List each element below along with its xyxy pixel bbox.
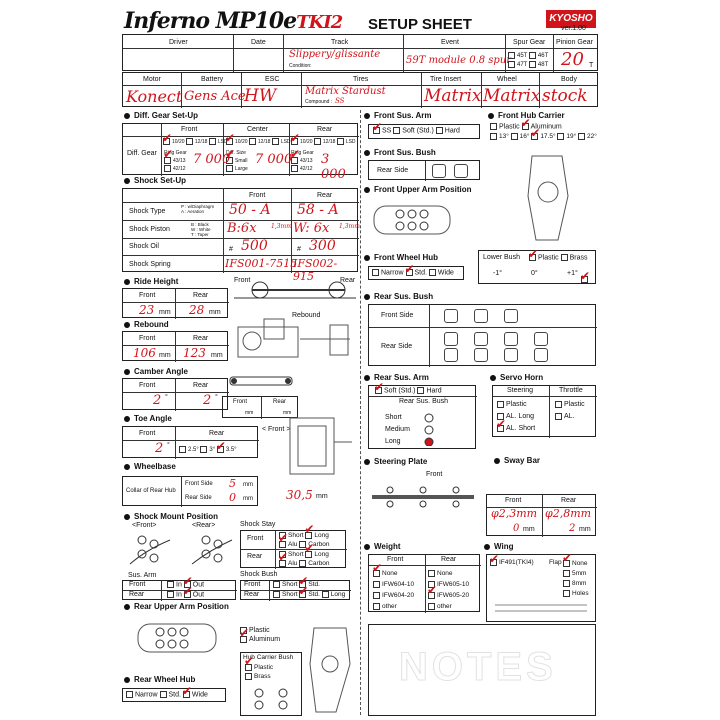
sus-arm-table [122, 580, 236, 600]
camber-title: Camber Angle [124, 367, 188, 376]
shock-stay-front: Front [247, 535, 264, 542]
camber-mm-unit-front: mm [245, 410, 254, 416]
wheelbase-row-label: Collar of Rear Hub [126, 488, 176, 494]
ride-diagram-rear: Rear [340, 277, 356, 284]
rear-bush-r3-icon[interactable] [504, 332, 518, 346]
steering-title: Steering Plate [364, 457, 427, 466]
rebound-diagram-label: Rebound [292, 312, 321, 319]
rear-hub-diagram [306, 624, 358, 716]
shock-title: Shock Set-Up [124, 176, 186, 185]
shock-front-piston: B:6x [227, 221, 257, 236]
wing-title: Wing [484, 542, 513, 551]
rebound-front-value: 106 [133, 346, 156, 360]
esc-value: HW [244, 86, 277, 106]
pinion-value: 20 [561, 49, 584, 70]
sway-front-value: φ2,3mm [491, 507, 538, 520]
rear-wheel-hub-box: Narrow Std. ✔ Wide [122, 688, 226, 702]
camber-link-diagram [226, 373, 296, 389]
shock-bush-front: Front [244, 581, 261, 588]
ride-rear-label: Rear [193, 292, 209, 299]
sway-table [486, 494, 596, 536]
brand-logo: Inferno MP10eTKI2 [124, 8, 343, 34]
spur-options: 45T 46T 47T 48T [508, 52, 556, 70]
front-arm-title: Front Sus. Arm [364, 111, 431, 120]
battery-label: Battery [201, 76, 224, 83]
sus-arm-front: Front [129, 581, 146, 588]
lower-bush-0: 0° [531, 270, 538, 277]
shock-stay-rear-opts: Short ✔ Long ✔Alu Carbon [279, 550, 330, 568]
shock-rear-oil-unit: # [297, 246, 301, 253]
wing-box [486, 554, 596, 622]
rear-bush-f2-icon[interactable] [474, 309, 488, 323]
rear-arm-bush-diagram [417, 412, 473, 446]
shock-rear-piston: W: 6x [293, 221, 330, 236]
diff-title: Diff. Gear Set-Up [124, 111, 198, 120]
wheelbase-front-side-value: 5 [229, 477, 236, 490]
camber-rear-unit: ° [215, 394, 218, 401]
steering-plate-diagram [368, 480, 478, 514]
rear-arm-title: Rear Sus. Arm [364, 373, 429, 382]
motor-value: Konect [126, 87, 183, 106]
weight-table [368, 554, 480, 612]
shock-front-type: 50 - A [229, 202, 271, 218]
ride-front-value: 23 [139, 303, 155, 317]
toe-diagram-label: < Front > [262, 426, 291, 433]
diff-center-size: Diff. Size ✔Small Large [226, 149, 248, 173]
motor-label: Motor [143, 76, 161, 83]
rear-bush-f3-icon[interactable] [504, 309, 518, 323]
shock-oil-label: Shock Oil [129, 243, 159, 250]
front-wheel-hub-box: Narrow ✔ Std. Wide [368, 266, 464, 280]
front-bush-row-label: Rear Side [377, 167, 409, 174]
lower-bush-opts: ✔ Plastic Brass [529, 254, 587, 261]
diff-rear-value: 3 000 [321, 152, 346, 182]
shock-front-oil: 500 [241, 238, 268, 254]
servo-throttle-opts: Plastic AL. [555, 399, 585, 423]
sus-arm-rear-opts: In ✔ Out [167, 591, 204, 598]
lower-bush-pos1: +1° [567, 270, 578, 277]
rear-bush-r2-icon[interactable] [474, 332, 488, 346]
body-label: Body [561, 76, 577, 83]
shock-stay-table [240, 530, 346, 568]
front-upper-title: Front Upper Arm Position [364, 185, 471, 194]
event-value: 59T module 0.8 spur [406, 55, 512, 66]
rear-bush-rear-side: Rear Side [381, 343, 413, 350]
toe-table [122, 426, 258, 458]
weight-front-label: Front [387, 556, 404, 563]
sway-front-label: Front [505, 497, 522, 504]
camber-front-label: Front [139, 382, 156, 389]
rebound-rear-label: Rear [193, 335, 209, 342]
shock-type-note: P : w/Diaphragm A : Aeration [181, 204, 215, 214]
hub-bush-label: Hub Carrier Bush [243, 654, 294, 661]
wing-flap-label: Flap [549, 559, 562, 566]
compound-label: Compound : [305, 99, 333, 105]
bush-pos-1-icon[interactable] [432, 164, 446, 178]
notes-box[interactable] [368, 624, 596, 716]
shock-piston-note: B : Black W : White T : Taper [191, 222, 211, 237]
weight-title: Weight [364, 542, 401, 551]
ride-front-unit: mm [159, 309, 171, 316]
wing-diagram [491, 597, 591, 617]
rebound-title: Rebound [124, 320, 169, 329]
shock-rear-type: 58 - A [297, 202, 339, 218]
shock-rear-oil: 300 [309, 238, 336, 254]
ride-rear-unit: mm [209, 309, 221, 316]
row1-box [122, 34, 598, 71]
rear-bush-title: Rear Sus. Bush [364, 292, 433, 301]
hub-bush-options: ✔Plastic Brass [245, 663, 273, 681]
shock-bush-rear: Rear [244, 591, 260, 598]
shock-stay-front-opts: Short ✔ Long ✔Alu Carbon [279, 531, 330, 549]
row2-box [122, 72, 598, 107]
shock-front-spring: IFS001-7515 [225, 257, 298, 270]
steering-front-label: Front [426, 471, 443, 478]
sway-rear-unit: mm [579, 526, 591, 533]
front-bush-title: Front Sus. Bush [364, 148, 436, 157]
camber-mm-unit-rear: mm [283, 410, 292, 416]
rear-upper-arm-diagram [132, 614, 222, 666]
wheelbase-dim-value: 30,5 [286, 488, 313, 502]
shock-rear-spring: IFS002-915 [293, 257, 338, 283]
lower-bush-selected[interactable] [581, 276, 588, 283]
rear-bush-r7-icon[interactable] [504, 348, 518, 362]
wheelbase-rear-side-value: 0 [229, 491, 236, 504]
diff-front-ring: Ring Gear ✔43/13 42/12 [164, 149, 187, 173]
rear-arm-opts: ✔Soft (Std.) Hard [375, 387, 442, 394]
toe-rear-options: 2.5° 3° ✔ 3.5° [179, 446, 237, 453]
insert-value: Matrix [424, 86, 482, 106]
lower-bush-neg1: -1° [493, 270, 503, 277]
shock-type-label: Shock Type [129, 208, 166, 215]
wheelbase-front-unit: mm [243, 482, 253, 488]
diff-center-value: 7 000 [255, 152, 293, 167]
front-arm-box: ✔SS Soft (Std.) Hard [368, 124, 480, 139]
front-wheel-hub-title: Front Wheel Hub [364, 253, 438, 262]
sus-arm-label: Sus. Arm [128, 572, 157, 579]
rear-upper-options: Plastic ✔Aluminum [240, 626, 280, 644]
event-label: Event [441, 39, 459, 46]
sus-arm-front-opts: In ✔ Out [167, 581, 204, 588]
shock-mount-diagram [126, 530, 236, 570]
esc-label: ESC [265, 76, 280, 83]
diff-center-label: Center [247, 126, 269, 133]
bush-pos-2-icon[interactable] [454, 164, 468, 178]
tires-value: Matrix Stardust [305, 86, 386, 97]
pinion-label: Pinion Gear [556, 39, 593, 46]
wheel-value: Matrix [483, 86, 541, 106]
diff-rear-ratios: ✔ 10/20 12/18 LSD [291, 138, 356, 145]
toe-front-value: 2 [155, 441, 164, 456]
front-bush-box [368, 160, 480, 180]
sheet-title: SETUP SHEET [368, 16, 472, 33]
rebound-table [122, 331, 228, 361]
shock-bush-table [240, 580, 350, 600]
ride-rear-value: 28 [189, 303, 205, 317]
front-hub-diagram [518, 146, 578, 246]
front-hub-material: Plastic ✔ Aluminum [490, 123, 562, 130]
compound-value: SS [335, 97, 345, 105]
notes-watermark: NOTES [399, 645, 557, 689]
shock-spring-label: Shock Spring [129, 261, 171, 268]
front-hub-title: Front Hub Carrier [488, 111, 565, 120]
rebound-front-unit: mm [159, 352, 171, 359]
lower-bush-label: Lower Bush [483, 254, 520, 261]
sway-front-mm: 0 [513, 523, 520, 534]
rear-suspension-diagram [280, 412, 356, 484]
rear-bush-front-side: Front Side [381, 312, 414, 319]
sway-rear-value: φ2,8mm [545, 507, 592, 520]
date-label: Date [251, 39, 266, 46]
ride-table [122, 288, 228, 318]
wheel-label: Wheel [497, 76, 517, 83]
rebound-front-label: Front [139, 335, 156, 342]
front-hub-angles: 13° 16° ✔ 17.5° 19° 22° [490, 133, 597, 140]
shock-rear-label: Rear [317, 192, 333, 199]
wheelbase-table [122, 476, 258, 506]
ride-diagram-front: Front [234, 277, 251, 284]
rear-arm-sub-label: Rear Sus. Bush [399, 398, 449, 405]
chassis-diagram [230, 305, 358, 367]
rear-bush-f1-icon[interactable] [444, 309, 458, 323]
camber-mm-rear: Rear [273, 399, 287, 405]
track-value: Slippery/glissante [289, 49, 381, 60]
center-divider [360, 110, 361, 715]
shock-bush-label: Shock Bush [240, 571, 278, 578]
rear-bush-r8-icon[interactable] [534, 348, 548, 362]
driver-label: Driver [169, 39, 188, 46]
sway-title: Sway Bar [494, 456, 540, 465]
camber-front-unit: ° [165, 394, 168, 401]
diff-front-value: 7 000 [193, 152, 231, 167]
shock-mount-title: Shock Mount Position [124, 512, 218, 521]
rear-arm-box [368, 385, 476, 449]
sway-front-unit: mm [523, 526, 535, 533]
kyosho-logo: KYOSHO [546, 10, 596, 28]
condition-label: Condition: [289, 63, 312, 69]
wheelbase-front-side-label: Front Side [185, 481, 213, 487]
spur-label: Spur Gear [513, 39, 546, 46]
rear-bush-r5-icon[interactable] [444, 348, 458, 362]
rear-upper-title: Rear Upper Arm Position [124, 602, 229, 611]
weight-front-opts: ✔None IFW604-10 IFW604-20 other [373, 568, 414, 612]
shock-front-oil-unit: # [229, 246, 233, 253]
shock-bush-front-opts: Short ✔ Std. [273, 581, 320, 588]
sway-rear-label: Rear [561, 497, 577, 504]
shock-front-label: Front [249, 192, 266, 199]
pinion-unit: T [589, 62, 594, 69]
servo-steering-label: Steering [507, 387, 534, 394]
wing-item: ✔IF491(TKI4) [490, 559, 534, 566]
servo-title: Servo Horn [490, 373, 543, 382]
sway-rear-mm: 2 [569, 523, 576, 534]
shock-front-piston-sub: 1,3mm [271, 223, 292, 230]
rear-arm-rows: Short Medium Long [385, 414, 410, 445]
shock-stay-label: Shock Stay [240, 521, 276, 528]
shock-bush-rear-opts: Short ✔ Std. Long [273, 591, 345, 598]
toe-front-unit: ° [167, 442, 170, 449]
front-upper-arm-diagram [370, 196, 454, 248]
camber-rear-value: 2 [203, 393, 212, 408]
servo-steering-opts: Plastic AL. Long ✔AL. Short [497, 399, 535, 435]
weight-rear-opts: None IFW605-10 ✔IFW605-20 other [428, 568, 469, 612]
shock-mount-front-label: <Front> [132, 522, 157, 529]
hub-bush-box [240, 652, 302, 716]
shock-stay-rear: Rear [247, 553, 263, 560]
camber-mm-front: Front [233, 399, 248, 405]
rear-bush-r1-icon[interactable] [444, 332, 458, 346]
diff-row-label: Diff. Gear [127, 150, 157, 157]
wheelbase-rear-side-label: Rear Side [185, 495, 212, 501]
shock-piston-label: Shock Piston [129, 226, 170, 233]
ride-title: Ride Height [124, 277, 178, 286]
rebound-rear-unit: mm [211, 352, 223, 359]
toe-rear-label: Rear [209, 430, 225, 437]
body-value: stock [542, 86, 588, 106]
servo-throttle-label: Throttle [559, 387, 583, 394]
battery-value: Gens Ace [184, 89, 246, 104]
rear-bush-r4-icon[interactable] [534, 332, 548, 346]
lower-bush-box [478, 250, 596, 284]
camber-rear-label: Rear [193, 382, 209, 389]
ride-front-label: Front [139, 292, 156, 299]
rear-wheel-hub-title: Rear Wheel Hub [124, 675, 195, 684]
diff-front-label: Front [181, 126, 198, 133]
camber-front-value: 2 [153, 393, 162, 408]
servo-box [492, 385, 596, 437]
rear-bush-box [368, 304, 596, 366]
diff-front-ratios: ✔10/20 12/18 LSD [163, 138, 228, 145]
version: ver.1.00 [561, 25, 586, 32]
shock-rear-piston-sub: 1,3mm [339, 223, 360, 230]
wing-flap-opts: ✔ None 5mm 8mm Holes [563, 559, 589, 599]
toe-title: Toe Angle [124, 414, 172, 423]
sus-arm-rear: Rear [129, 591, 145, 598]
weight-rear-label: Rear [441, 556, 457, 563]
hub-bush-diagram [249, 685, 295, 713]
tires-label: Tires [353, 76, 369, 83]
diff-rear-ring: Ring Gear ✔43/13 42/12 [291, 149, 314, 173]
rebound-rear-value: 123 [183, 346, 206, 360]
diff-center-ratios: ✔ 10/20 12/18 LSD [226, 138, 291, 145]
wheelbase-dim-unit: mm [316, 493, 328, 500]
shock-mount-rear-label: <Rear> [192, 522, 216, 529]
camber-table [122, 378, 228, 410]
wheelbase-rear-unit: mm [243, 496, 253, 502]
diff-rear-label: Rear [317, 126, 333, 133]
insert-label: Tire Insert [430, 76, 462, 83]
rear-bush-r6-icon[interactable] [474, 348, 488, 362]
wheelbase-title: Wheelbase [124, 462, 176, 471]
toe-front-label: Front [139, 430, 156, 437]
track-label: Track [331, 39, 349, 46]
